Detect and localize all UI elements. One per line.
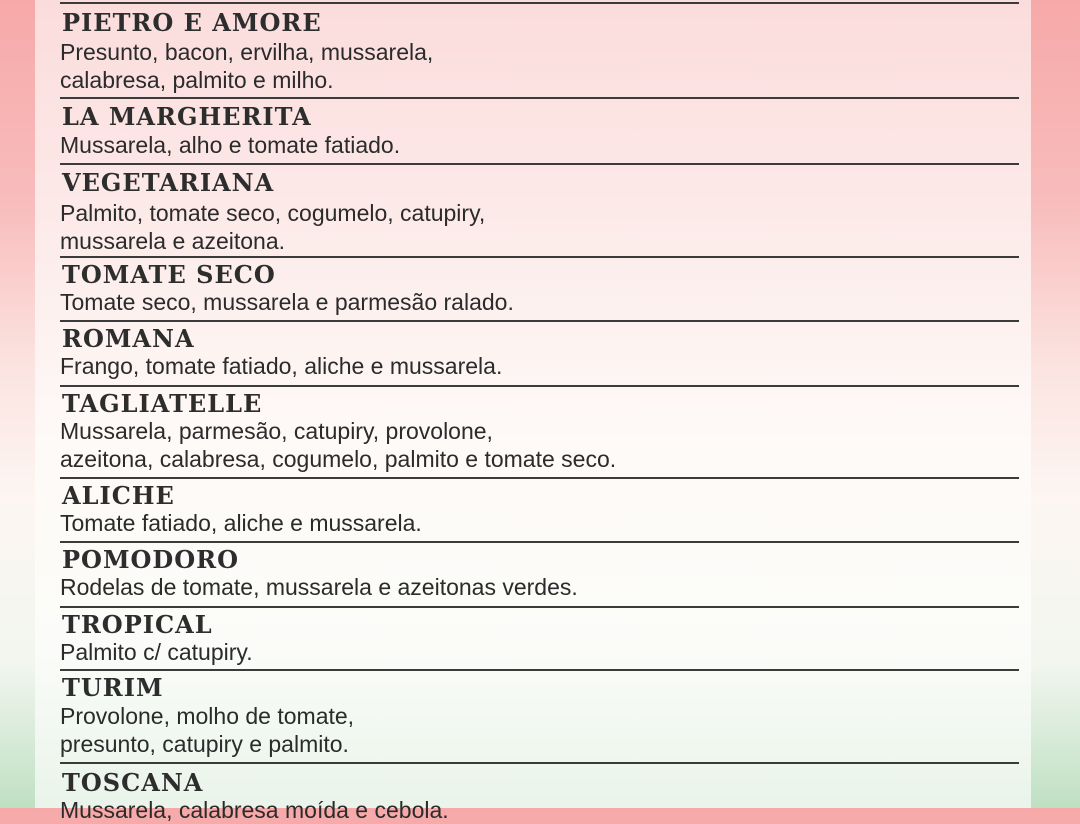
menu-item [60,387,1019,479]
menu-item-description: Palmito, tomate seco, cogumelo, catupiry, mussarela e azeitona. [60,200,486,254]
menu-item-name: VEGETARIANA [62,168,275,197]
menu-item-description: Frango, tomate fatiado, aliche e mussarela. [60,353,503,379]
menu-item-description: Mussarela, calabresa moída e cebola. [60,797,449,823]
menu-item-description: Mussarela, parmesão, catupiry, provolone, azeitona, calabresa, cogumelo, palmito e tomate seco. [60,418,617,472]
menu-item [60,764,1019,823]
menu-item-description: Provolone, molho de tomate, presunto, catupiry e palmito. [60,703,355,757]
menu-item-description: Presunto, bacon, ervilha, mussarela, calabresa, palmito e milho. [60,39,434,93]
menu-item-description: Mussarela, alho e tomate fatiado. [60,132,401,158]
menu-item [60,165,1019,258]
menu-item [60,322,1019,387]
menu-item [60,608,1019,671]
menu-item-name: POMODORO [62,545,239,574]
menu-item-description: Rodelas de tomate, mussarela e azeitonas verdes. [60,574,578,600]
menu-item-name: ROMANA [62,324,195,353]
menu-item-description: Palmito c/ catupiry. [60,639,253,665]
menu-item-name: TOSCANA [62,768,204,797]
menu-item-name: LA MARGHERITA [62,102,312,131]
menu-item-name: ALICHE [62,481,175,510]
menu-item-name: TOMATE SECO [62,260,276,289]
menu-panel [35,0,1031,823]
menu-item-description: Tomate seco, mussarela e parmesão ralado. [60,289,514,315]
menu-item-name: TROPICAL [62,610,213,639]
menu-item [60,671,1019,764]
menu-item [60,258,1019,322]
menu-item-description: Tomate fatiado, aliche e mussarela. [60,510,422,536]
menu-item [60,479,1019,543]
menu-item [60,99,1019,165]
menu-item-name: TAGLIATELLE [62,389,263,418]
menu-item [60,543,1019,608]
menu-item [60,4,1019,99]
menu-item-name: TURIM [62,673,164,702]
menu-item-name: PIETRO E AMORE [62,8,322,37]
